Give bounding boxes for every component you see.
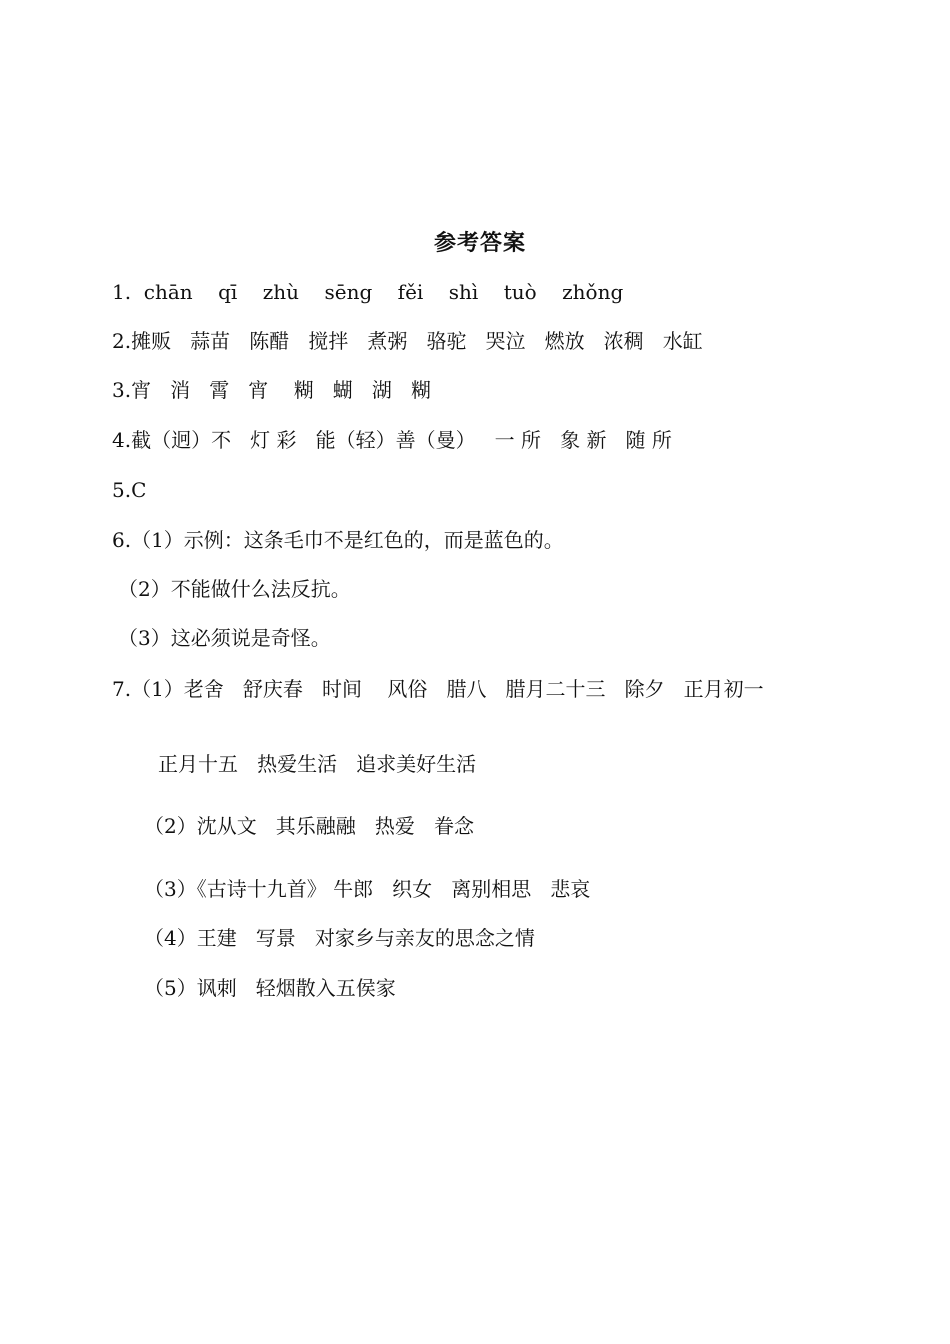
answer-2-words: 2.摊贩 蒜苗 陈醋 搅拌 煮粥 骆驼 哭泣 燃放 浓稠 水缸 <box>112 329 703 353</box>
answer-7-part-1-line-1: 7.（1）老舍 舒庆春 时间 风俗 腊八 腊月二十三 除夕 正月初一 <box>112 677 764 701</box>
answer-7-part-1-line-2: 正月十五 热爱生活 追求美好生活 <box>158 752 477 776</box>
page-title: 参考答案 <box>433 231 526 256</box>
answer-7-part-2: （2）沈从文 其乐融融 热爱 眷念 <box>144 814 474 838</box>
answer-6-part-1: 6.（1）示例：这条毛巾不是红色的，而是蓝色的。 <box>112 528 564 552</box>
answer-7-part-4: （4）王建 写景 对家乡与亲友的思念之情 <box>144 926 535 950</box>
answer-6-part-2: （2）不能做什么法反抗。 <box>118 577 351 601</box>
answer-6-part-3: （3）这必须说是奇怪。 <box>118 626 331 650</box>
answer-3-characters: 3.宵 消 霄 宵 糊 蝴 湖 糊 <box>112 378 431 402</box>
answer-5-choice: 5.C <box>112 478 147 502</box>
answer-1-pinyin: 1. chān qī zhù sēng fěi shì tuò zhǒng <box>112 280 624 304</box>
answer-4-idioms: 4.截（迥）不 灯 彩 能（轻）善（曼） 一 所 象 新 随 所 <box>112 428 672 452</box>
answer-7-part-5: （5）讽刺 轻烟散入五侯家 <box>144 976 396 1000</box>
answer-7-part-3: （3）《古诗十九首》 牛郎 织女 离别相思 悲哀 <box>144 877 591 901</box>
